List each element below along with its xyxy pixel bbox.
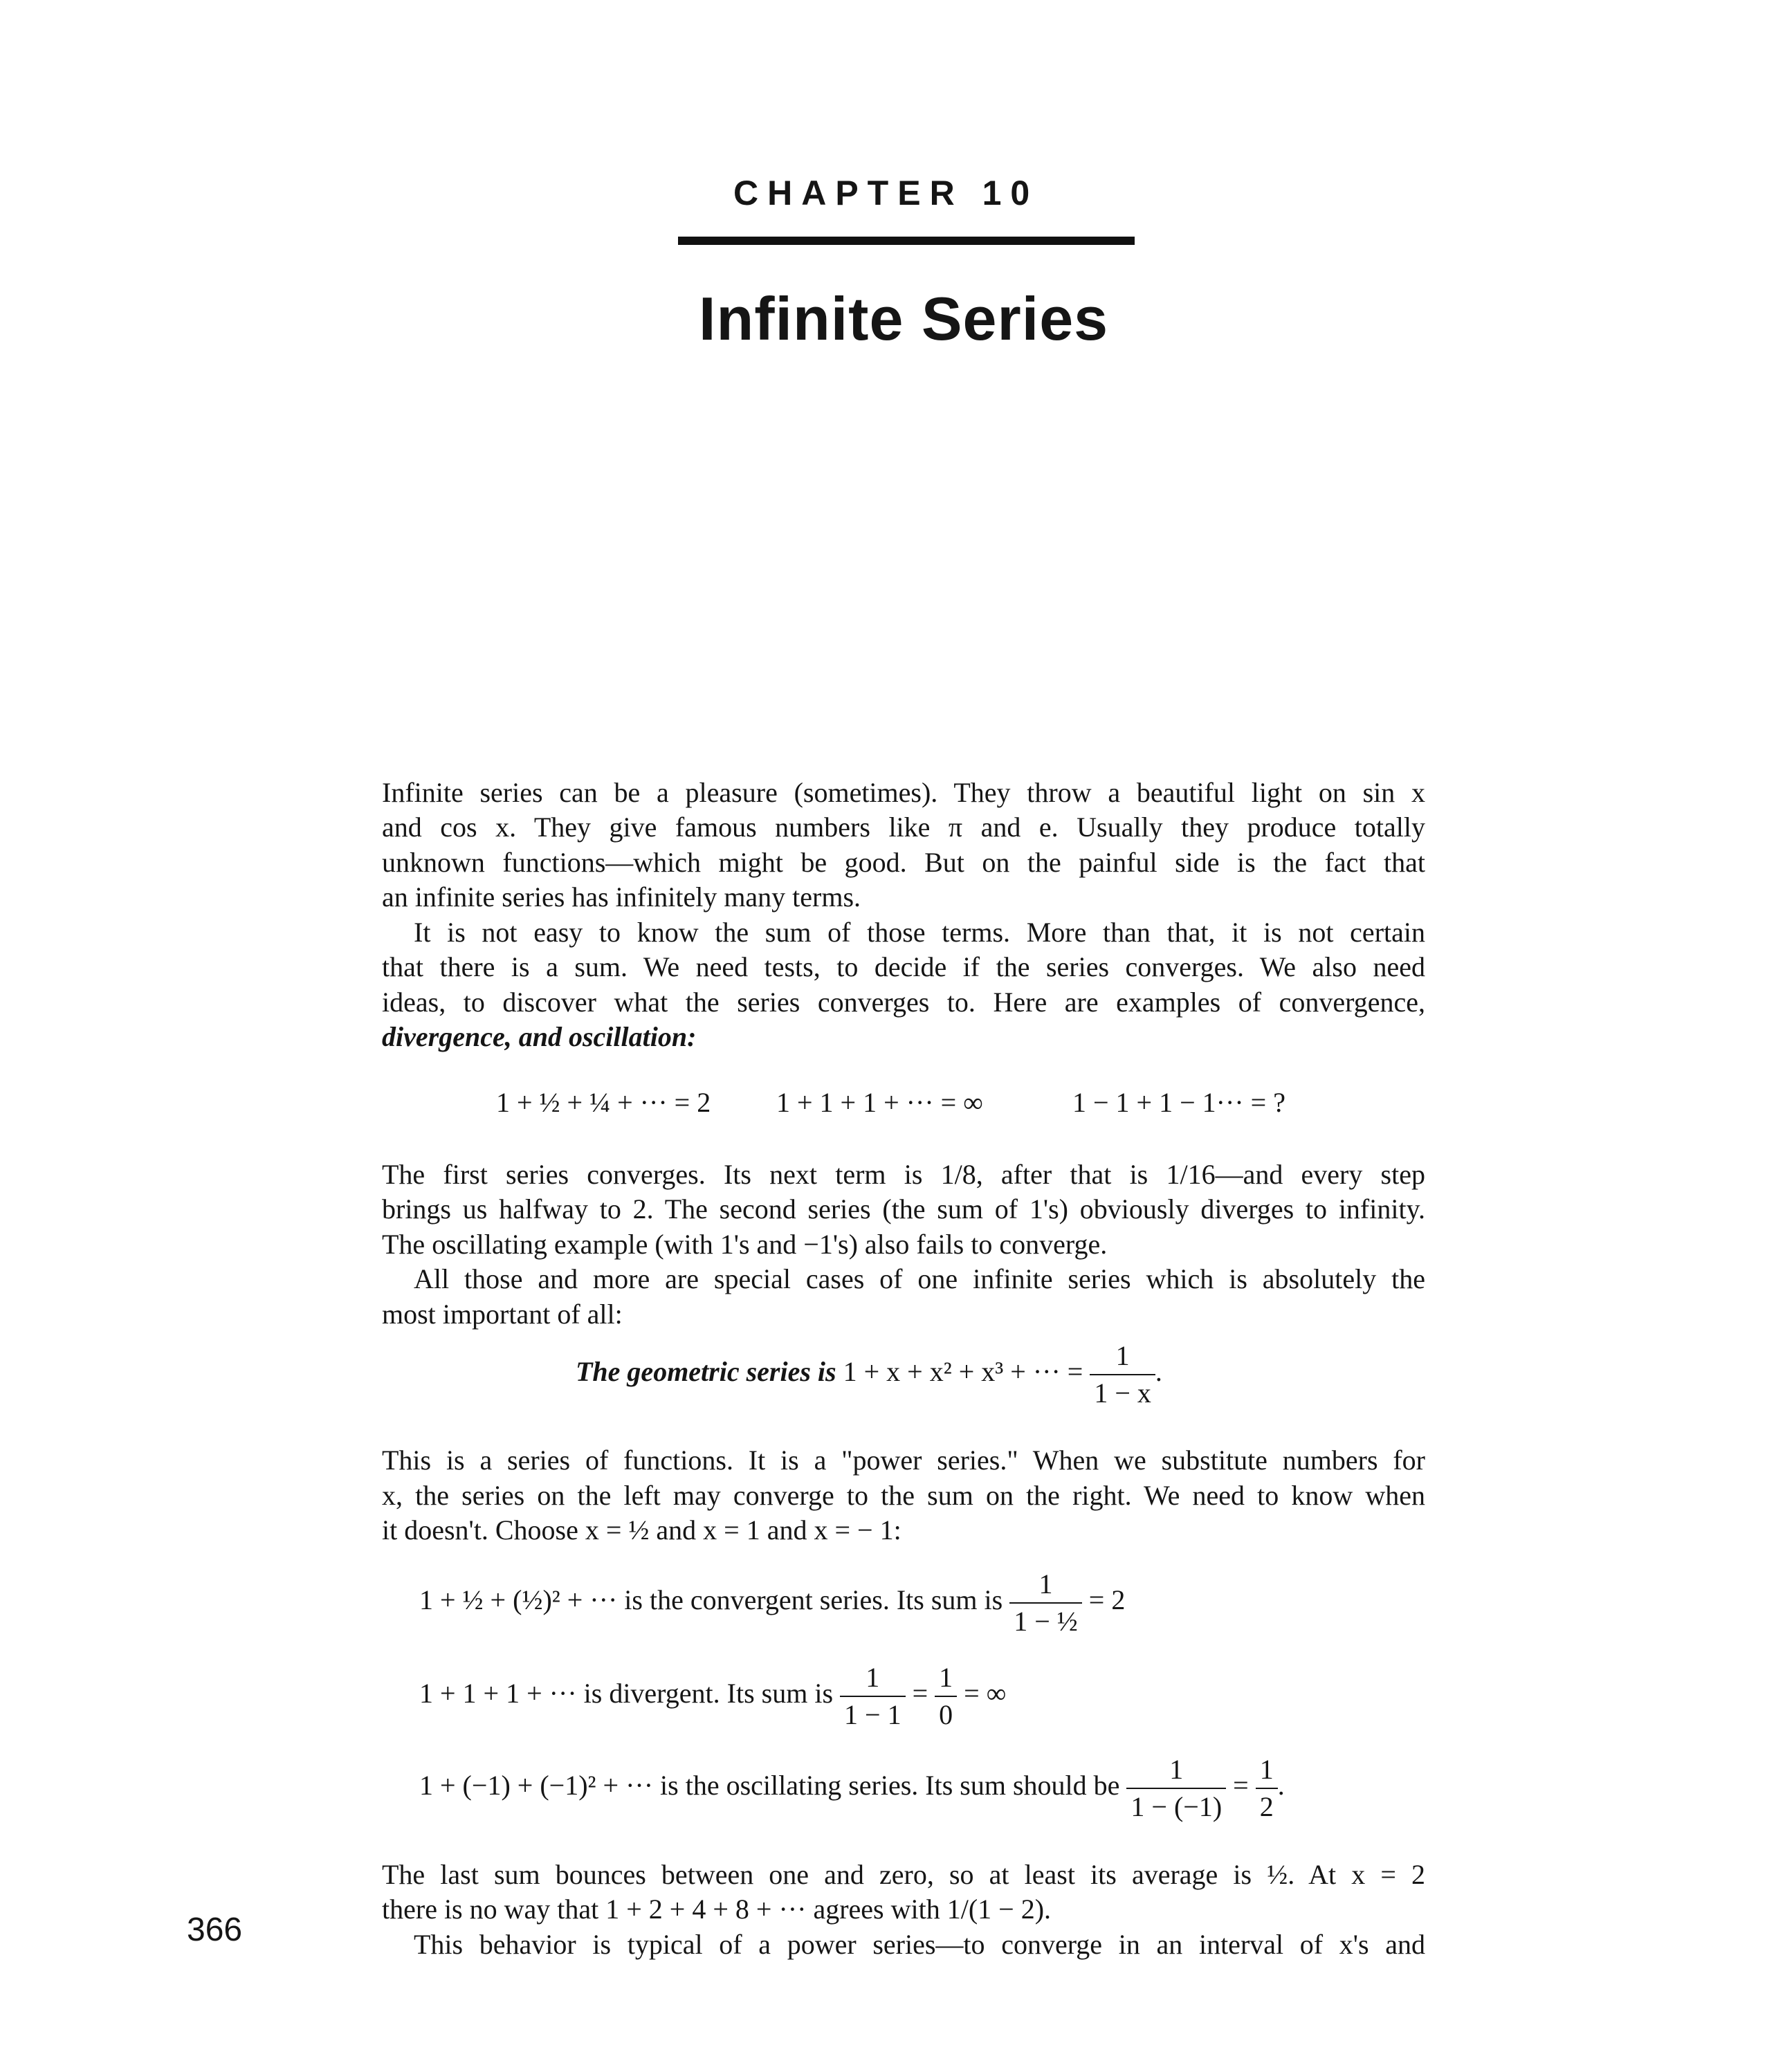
fraction-denominator: 1 − ½ bbox=[1014, 1606, 1078, 1637]
fraction-denominator: 2 bbox=[1259, 1791, 1274, 1822]
fraction-denominator: 1 − 1 bbox=[844, 1699, 901, 1730]
case-oscillating: 1 + (−1) + (−1)² + ··· is the oscillating series. Its sum should be $\frac{1}{1 - (-1)}$ = $\frac{1}{2}$ . bbox=[419, 1754, 1285, 1822]
case-divergent: 1 + 1 + 1 + ··· is divergent. Its sum is $\frac{1}{1 - 1}$ = $\frac{1}{0}$ = ∞ bbox=[419, 1662, 1007, 1730]
chapter-title: Infinite Series bbox=[699, 284, 1109, 353]
fraction-numerator: 1 bbox=[935, 1664, 957, 1697]
text-line: unknown functions—which might be good. But on the painful side is the fact that bbox=[382, 847, 1425, 878]
sum-fraction bbox=[840, 1664, 906, 1729]
text-line: This is a series of functions. It is a "power series." When we substitute numbers for bbox=[382, 1445, 1425, 1476]
chapter-label: CHAPTER 10 bbox=[733, 174, 1039, 212]
sum-fraction bbox=[1009, 1570, 1082, 1635]
fraction-numerator: 1 bbox=[840, 1664, 906, 1697]
text-line: The last sum bounces between one and zero, so at least its average is ½. At x = 2 bbox=[382, 1859, 1425, 1890]
fraction-numerator: 1 bbox=[1126, 1756, 1226, 1789]
text-line: The first series converges. Its next term is 1/8, after that is 1/16—and every step bbox=[382, 1159, 1425, 1190]
case-series: 1 + 1 + 1 + ··· is divergent. Its sum is bbox=[419, 1678, 834, 1709]
fraction-denominator: 1 − x bbox=[1094, 1377, 1151, 1409]
page-number: 366 bbox=[187, 1911, 243, 1948]
example-divergent: 1 + 1 + 1 + ··· = ∞ bbox=[776, 1087, 983, 1118]
geometric-label: The geometric series is bbox=[576, 1356, 836, 1388]
text-line: an infinite series has infinitely many terms. bbox=[382, 881, 861, 913]
sum-fraction bbox=[1256, 1756, 1278, 1821]
text-line: Infinite series can be a pleasure (sometimes). They throw a beautiful light on sin x bbox=[382, 777, 1425, 808]
text-line: This behavior is typical of a power series—to converge in an interval of x's and bbox=[414, 1929, 1425, 1960]
case-series: 1 + ½ + (½)² + ··· is the convergent series. Its sum is bbox=[419, 1584, 1003, 1616]
text-line: It is not easy to know the sum of those terms. More than that, it is not certain bbox=[414, 917, 1425, 948]
case-convergent bbox=[419, 1570, 1125, 1635]
text-line: there is no way that 1 + 2 + 4 + 8 + ··· agrees with 1/(1 − 2). bbox=[382, 1894, 1052, 1925]
text-line: it doesn't. Choose x = ½ and x = 1 and x = − 1: bbox=[382, 1514, 901, 1546]
example-convergent: 1 + ½ + ¼ + ··· = 2 bbox=[496, 1087, 711, 1118]
fraction-denominator: 0 bbox=[939, 1699, 953, 1730]
fraction-numerator: 1 bbox=[1090, 1342, 1155, 1375]
case-result: . bbox=[1277, 1770, 1285, 1801]
fraction-denominator: 1 − (−1) bbox=[1130, 1791, 1223, 1822]
text-line: and cos x. They give famous numbers like π and e. Usually they produce totally bbox=[382, 812, 1425, 843]
text-line: that there is a sum. We need tests, to decide if the series converges. We also need bbox=[382, 951, 1425, 982]
sum-fraction bbox=[935, 1664, 957, 1729]
sum-fraction bbox=[1126, 1756, 1226, 1821]
case-result: = 2 bbox=[1088, 1584, 1126, 1616]
text-line: The oscillating example (with 1's and −1's) also fails to converge. bbox=[382, 1229, 1108, 1260]
case-series: 1 + (−1) + (−1)² + ··· is the oscillating series. Its sum should be bbox=[419, 1770, 1120, 1801]
text-line: ideas, to discover what the series converges to. Here are examples of convergence, bbox=[382, 987, 1425, 1018]
case-result: = ∞ bbox=[964, 1678, 1007, 1709]
text-line: All those and more are special cases of one infinite series which is absolutely the bbox=[414, 1263, 1425, 1294]
text-line: most important of all: bbox=[382, 1299, 623, 1330]
geometric-series: 1 + x + x² + x³ + ··· = bbox=[843, 1356, 1083, 1388]
fraction-numerator: 1 bbox=[1256, 1756, 1278, 1789]
chapter-rule bbox=[678, 237, 1135, 245]
text-line: divergence, and oscillation: bbox=[382, 1021, 697, 1052]
geometric-series-equation: The geometric series is 1 + x + x² + x³ + ··· = $\frac{1}{1 - x}$ . bbox=[576, 1340, 1162, 1409]
fraction-numerator: 1 bbox=[1009, 1570, 1082, 1604]
geometric-fraction bbox=[1090, 1342, 1155, 1407]
example-oscillating: 1 − 1 + 1 − 1··· = ? bbox=[1072, 1087, 1285, 1118]
text-line: brings us halfway to 2. The second series (the sum of 1's) obviously diverges to infinity. bbox=[382, 1193, 1425, 1225]
text-line: x, the series on the left may converge to the sum on the right. We need to know when bbox=[382, 1480, 1425, 1511]
